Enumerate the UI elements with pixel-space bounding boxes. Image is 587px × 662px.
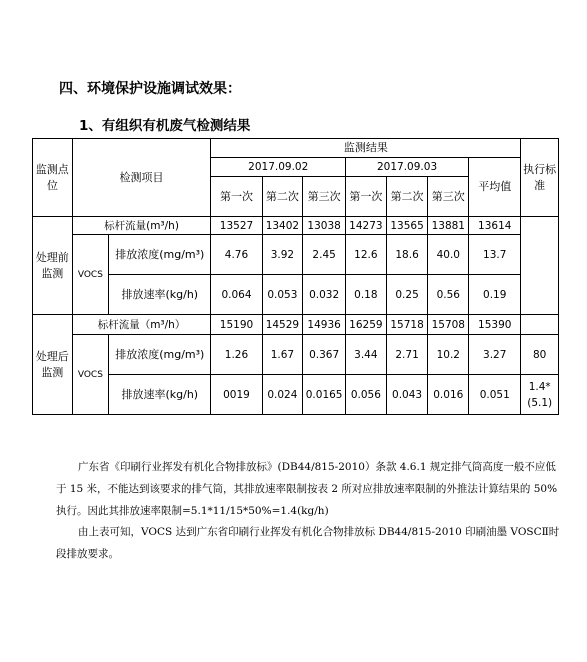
- flow-value: 14936: [303, 315, 346, 335]
- cell-value: 18.6: [386, 235, 428, 275]
- flow-value: 15718: [386, 315, 428, 335]
- header-std: 执行标准: [521, 139, 559, 217]
- cell-value: 0.19: [469, 275, 521, 315]
- std-before: [521, 217, 559, 315]
- cell-value: 10.2: [428, 335, 469, 375]
- flow-value: 13614: [469, 217, 521, 235]
- paragraph-text: 广东省《印刷行业挥发有机化合物排放标》(DB44/815-2010）条款 4.6.1 规定排气筒高度一般不应低于 15 米，不能达到该要求的排气筒，其排放速率限制按表 2 所对应排放速率限制的外推法计算结果的 50%执行。因此其排放速率限制=5.1*11/15*50%=1.4(kg/h): [56, 461, 558, 517]
- flow-label: 标杆流量（m³/h）: [72, 315, 211, 335]
- header-run: 第一次: [346, 177, 387, 217]
- header-date-2: 2017.09.03: [346, 158, 469, 177]
- flow-value: 16259: [346, 315, 387, 335]
- flow-value: 15708: [428, 315, 469, 335]
- point-before: 处理前监测: [33, 217, 73, 315]
- cell-value: 0.25: [386, 275, 428, 315]
- cell-value: 40.0: [428, 235, 469, 275]
- voc-results-table: [32, 138, 559, 415]
- cell-value: 2.71: [386, 335, 428, 375]
- cell-value: 13.7: [469, 235, 521, 275]
- paragraph-text: 由上表可知，VOCS 达到广东省印刷行业挥发有机化合物排放标 DB44/815-2010 印刷油墨 VOSCⅡ时段排放要求。: [56, 526, 560, 560]
- item-concentration: 排放浓度(mg/m³): [109, 335, 211, 375]
- cell-value: 3.27: [469, 335, 521, 375]
- header-run: 第三次: [428, 177, 469, 217]
- flow-value: 13402: [262, 217, 303, 235]
- cell-value: 0019: [211, 375, 262, 415]
- header-date-1: 2017.09.02: [211, 158, 346, 177]
- cell-value: 0.0165: [303, 375, 346, 415]
- std-empty: [521, 315, 559, 335]
- cell-value: 0.032: [303, 275, 346, 315]
- paragraph-standard-note: [56, 456, 561, 522]
- paragraph-conclusion: [56, 521, 561, 565]
- cell-value: 4.76: [211, 235, 262, 275]
- flow-value: 14529: [262, 315, 303, 335]
- header-point: 监测点位: [33, 139, 73, 217]
- cell-value: 2.45: [303, 235, 346, 275]
- cell-value: 3.92: [262, 235, 303, 275]
- cell-value: 0.064: [211, 275, 262, 315]
- subsection-heading: 1、有组织有机废气检测结果: [79, 118, 251, 134]
- cell-value: 0.56: [428, 275, 469, 315]
- cell-value: 0.056: [346, 375, 387, 415]
- cell-value: 0.043: [386, 375, 428, 415]
- cell-value: 0.367: [303, 335, 346, 375]
- header-item: 检测项目: [72, 139, 211, 217]
- cell-value: 1.26: [211, 335, 262, 375]
- point-after: 处理后监测: [33, 315, 73, 415]
- flow-value: 13038: [303, 217, 346, 235]
- header-run: 第一次: [211, 177, 262, 217]
- pollutant-label: VOCS: [72, 235, 109, 315]
- cell-value: 0.024: [262, 375, 303, 415]
- cell-value: 3.44: [346, 335, 387, 375]
- cell-value: 0.016: [428, 375, 469, 415]
- flow-value: 13527: [211, 217, 262, 235]
- header-run: 第二次: [386, 177, 428, 217]
- header-run: 第三次: [303, 177, 346, 217]
- item-rate: 排放速率(kg/h): [109, 375, 211, 415]
- cell-value: 1.67: [262, 335, 303, 375]
- flow-label: 标杆流量(m³/h): [72, 217, 211, 235]
- cell-value: 0.051: [469, 375, 521, 415]
- flow-value: 13881: [428, 217, 469, 235]
- cell-value: 0.18: [346, 275, 387, 315]
- pollutant-label: VOCS: [72, 335, 109, 415]
- header-avg: 平均值: [469, 158, 521, 217]
- item-concentration: 排放浓度(mg/m³): [109, 235, 211, 275]
- header-run: 第二次: [262, 177, 303, 217]
- std-rate: 1.4*(5.1): [521, 375, 559, 415]
- flow-value: 13565: [386, 217, 428, 235]
- flow-value: 15190: [211, 315, 262, 335]
- section-heading: 四、环境保护设施调试效果：: [59, 81, 241, 97]
- flow-value: 14273: [346, 217, 387, 235]
- item-rate: 排放速率(kg/h): [109, 275, 211, 315]
- cell-value: 0.053: [262, 275, 303, 315]
- header-results: 监测结果: [211, 139, 521, 158]
- flow-value: 15390: [469, 315, 521, 335]
- cell-value: 12.6: [346, 235, 387, 275]
- std-concentration: 80: [521, 335, 559, 375]
